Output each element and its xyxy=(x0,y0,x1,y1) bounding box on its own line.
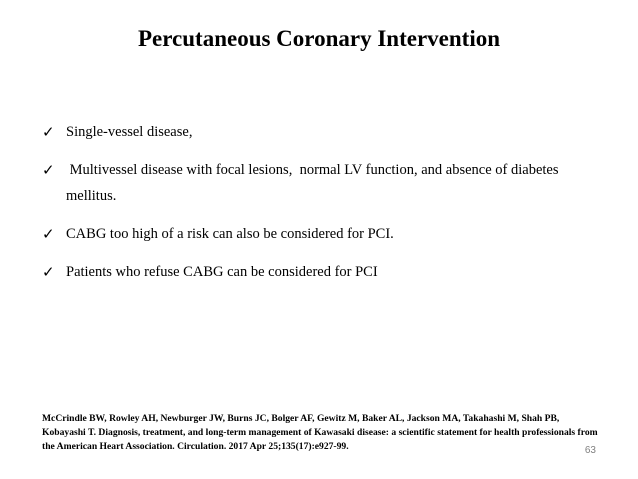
bullet-item xyxy=(42,221,602,247)
checkmark-icon: ✓ xyxy=(42,263,55,281)
bullet-list xyxy=(42,119,602,297)
reference-citation: McCrindle BW, Rowley AH, Newburger JW, Burns JC, Bolger AF, Gewitz M, Baker AL, Jackson MA, Takahashi M, Shah PB, Kobayashi T. Diagnosis, treatment, and long-term management of Kawasaki disease: a scientific statement for health professionals from the American Heart Association. Circulation. 2017 Apr 25;135(17):e927-99. xyxy=(42,413,598,452)
bullet-text: CABG too high of a risk can also be considered for PCI. xyxy=(66,226,394,242)
slide-title: Percutaneous Coronary Intervention xyxy=(137,26,500,51)
bullet-text: Multivessel disease with focal lesions, normal LV function, and absence of diabetes mellitus. xyxy=(66,162,563,204)
bullet-item xyxy=(42,259,602,285)
bullet-text: Single-vessel disease, xyxy=(66,124,193,140)
checkmark-icon: ✓ xyxy=(42,123,55,141)
page-number: 63 xyxy=(584,445,596,456)
bullet-text: Patients who refuse CABG can be considered for PCI xyxy=(66,264,378,280)
bullet-item xyxy=(42,119,602,145)
bullet-item xyxy=(42,157,602,209)
checkmark-icon: ✓ xyxy=(42,225,55,243)
checkmark-icon: ✓ xyxy=(42,161,55,179)
